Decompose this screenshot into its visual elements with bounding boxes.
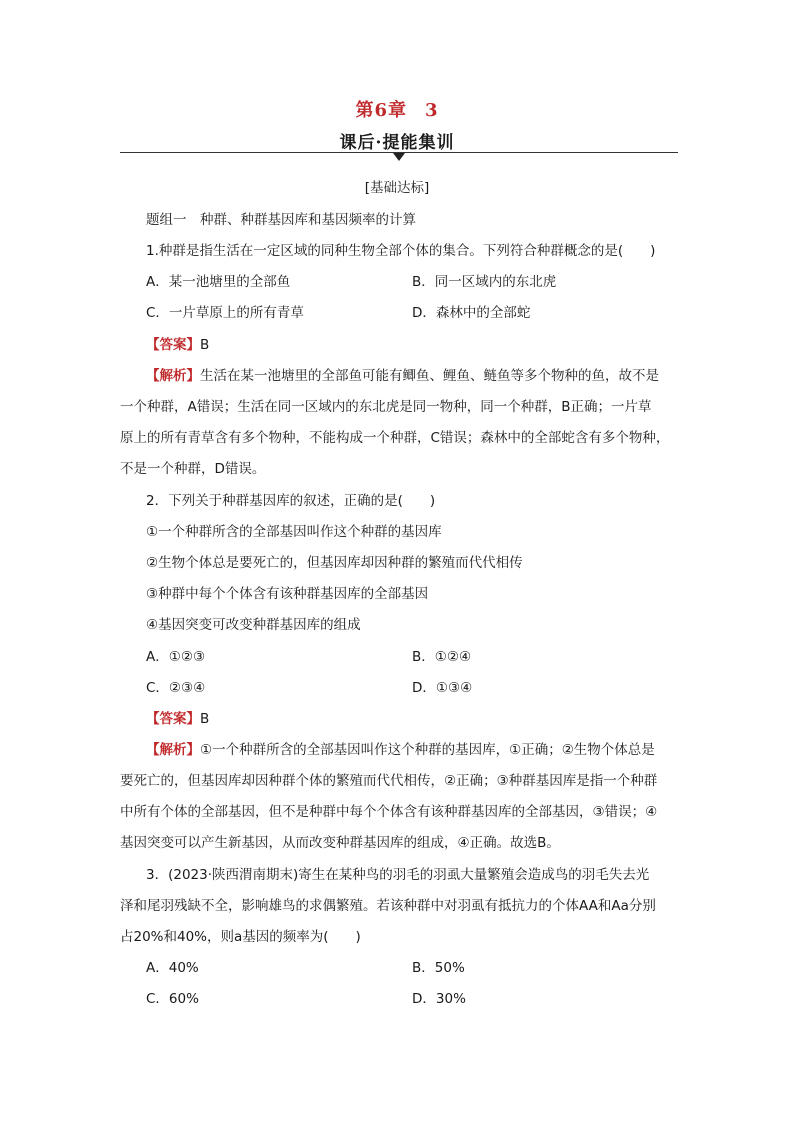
chapter-number: 第6章 <box>355 100 407 121</box>
triangle-marker-icon <box>393 153 405 161</box>
q2-answer <box>146 709 209 729</box>
answer-value: B <box>200 337 210 353</box>
answer-value: B <box>200 711 210 727</box>
q3-stem-line-2: 泽和尾羽残缺不全，影响雄鸟的求偶繁殖。若该种群中对羽虱有抵抗力的个体AA和Aa分别 <box>120 898 656 914</box>
q2-option-c: C．②③④ <box>146 680 206 696</box>
q2-option-b: B．①②④ <box>412 649 472 665</box>
q1-stem: 1.种群是指生活在一定区域的同种生物全部个体的集合。下列符合种群概念的是( ) <box>146 243 656 259</box>
page-title: 课后·提能集训 <box>339 133 455 153</box>
q3-option-d: D．30% <box>412 991 466 1007</box>
analysis-text: 生活在某一池塘里的全部鱼可能有鲫鱼、鲤鱼、鲢鱼等多个物种的鱼，故不是 <box>200 368 659 384</box>
q2-statement-2: ②生物个体总是要死亡的，但基因库却因种群的繁殖而代代相传 <box>146 555 523 571</box>
q3-option-a: A．40% <box>146 960 199 976</box>
group-heading: 题组一 种群、种群基因库和基因频率的计算 <box>146 212 416 228</box>
q1-option-c: C．一片草原上的所有青草 <box>146 305 304 321</box>
q2-option-a: A．①②③ <box>146 649 206 665</box>
analysis-text: ①一个种群所含的全部基因叫作这个种群的基因库，①正确；②生物个体总是 <box>200 742 655 758</box>
q1-analysis-line-3: 原上的所有青草含有多个物种，不能构成一个种群，C错误；森林中的全部蛇含有多个物种， <box>120 430 670 446</box>
q2-analysis-line-1 <box>146 740 655 760</box>
q3-option-c: C．60% <box>146 991 199 1007</box>
q1-analysis-line-1 <box>146 366 659 386</box>
q2-option-d: D．①③④ <box>412 680 473 696</box>
q2-analysis-line-2: 要死亡的，但基因库却因种群个体的繁殖而代代相传，②正确；③种群基因库是指一个种群 <box>120 773 658 789</box>
q1-answer <box>146 335 209 355</box>
q3-option-b: B．50% <box>412 960 465 976</box>
q2-analysis-line-3: 中所有个体的全部基因，但不是种群中每个个体含有该种群基因库的全部基因，③错误；④ <box>120 804 658 820</box>
q2-stem: 2．下列关于种群基因库的叙述，正确的是( ) <box>146 493 436 509</box>
chapter-heading <box>0 96 794 122</box>
q3-stem-line-3: 占20%和40%，则a基因的频率为( ) <box>120 929 361 945</box>
q3-stem-line-1: 3．(2023·陕西渭南期末)寄生在某种鸟的羽毛的羽虱大量繁殖会造成鸟的羽毛失去光 <box>146 867 650 883</box>
section-number: 3 <box>425 100 439 121</box>
q1-analysis-line-4: 不是一个种群，D错误。 <box>120 461 266 477</box>
q2-statement-4: ④基因突变可改变种群基因库的组成 <box>146 617 361 633</box>
answer-tag: 【答案】 <box>146 711 200 727</box>
q1-option-d: D．森林中的全部蛇 <box>412 305 531 321</box>
q2-statement-3: ③种群中每个个体含有该种群基因库的全部基因 <box>146 586 429 602</box>
analysis-tag: 【解析】 <box>146 742 200 758</box>
q2-analysis-line-4: 基因突变可以产生新基因，从而改变种群基因库的组成，④正确。故选B。 <box>120 835 560 851</box>
answer-tag: 【答案】 <box>146 337 200 353</box>
section-label: [基础达标] <box>364 180 430 196</box>
q1-option-a: A．某一池塘里的全部鱼 <box>146 274 291 290</box>
q2-statement-1: ①一个种群所含的全部基因叫作这个种群的基因库 <box>146 524 442 540</box>
analysis-tag: 【解析】 <box>146 368 200 384</box>
q1-analysis-line-2: 一个种群，A错误；生活在同一区域内的东北虎是同一物种，同一个种群，B正确；一片草 <box>120 399 652 415</box>
q1-option-b: B．同一区域内的东北虎 <box>412 274 557 290</box>
